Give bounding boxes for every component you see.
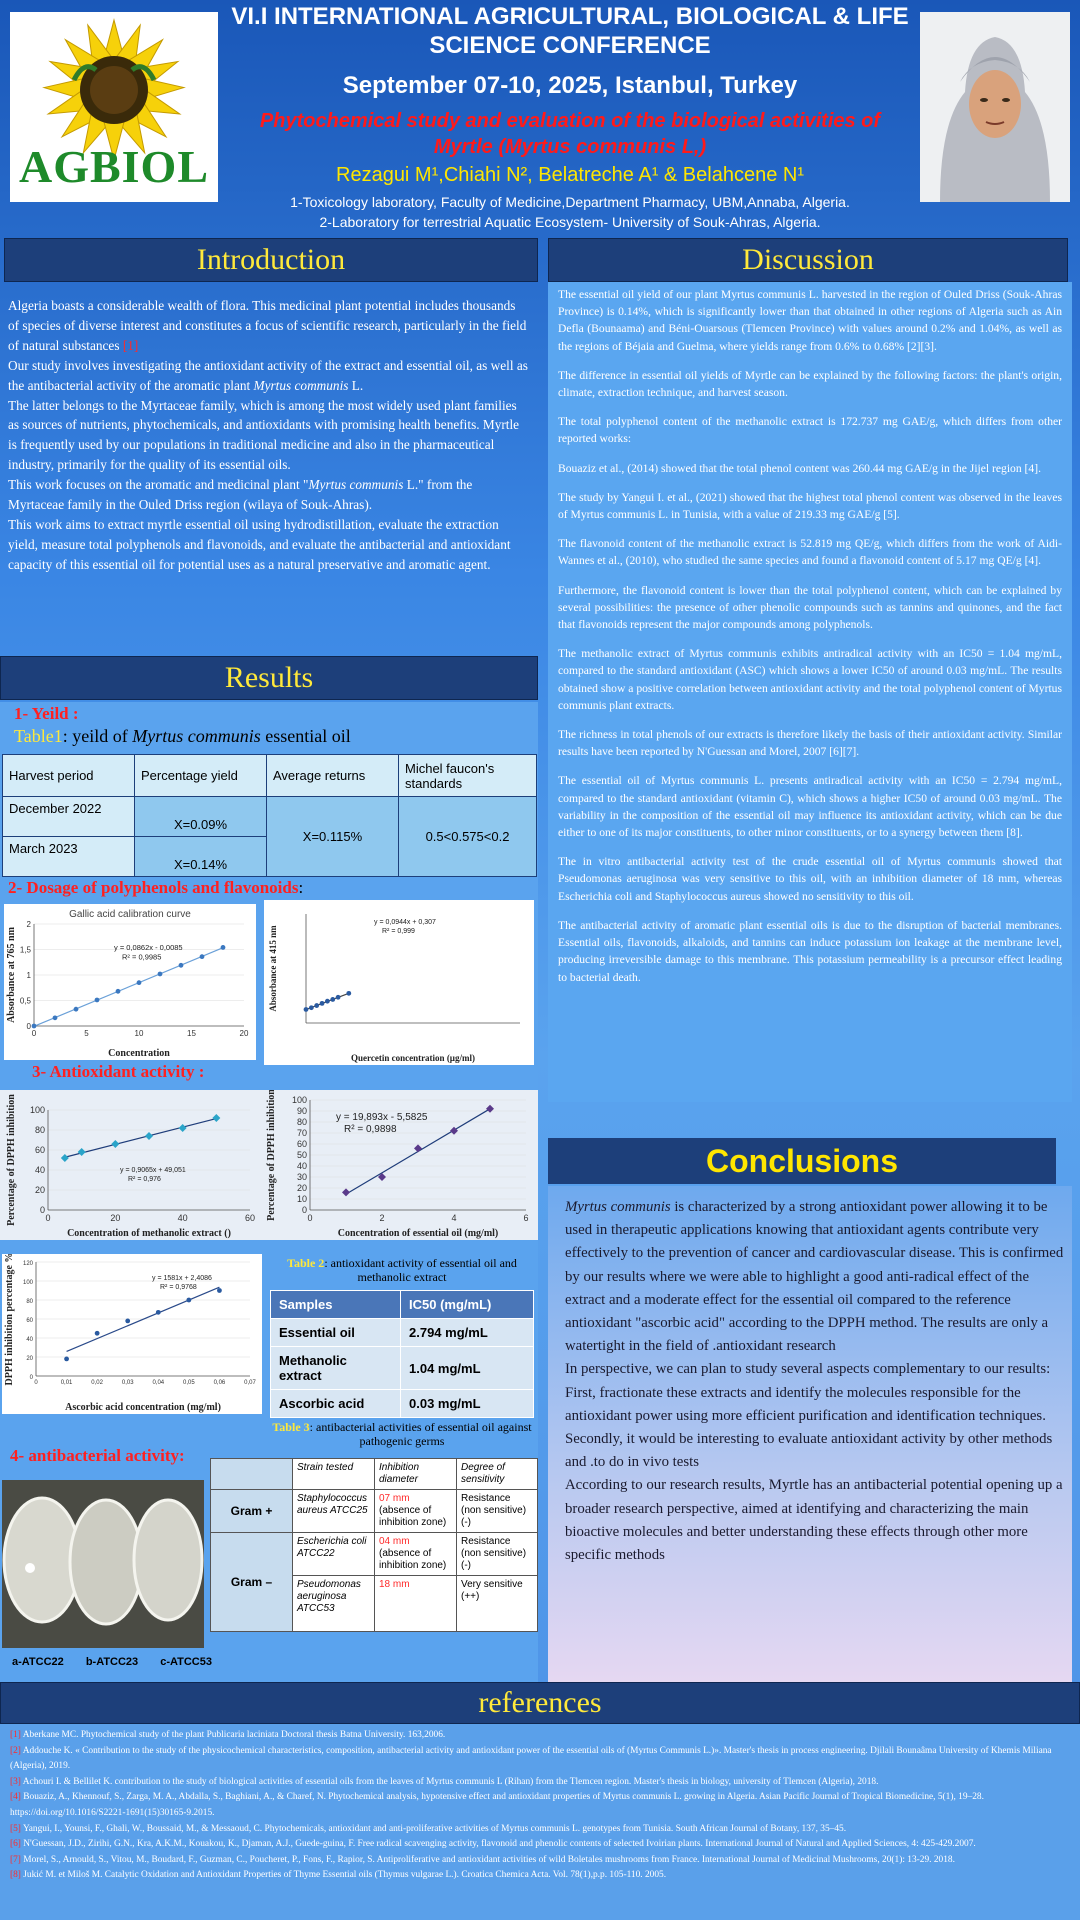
table-yield — [2, 754, 537, 877]
affiliation-2: 2-Laboratory for terrestrial Aquatic Ecosystem- University of Souk-Ahras, Algeria. — [319, 214, 821, 230]
data-point — [78, 1148, 86, 1156]
chart-gallic-acid-svg — [4, 904, 256, 1060]
data-point — [320, 1001, 325, 1006]
trend-line — [65, 1119, 217, 1158]
results-heading: Results — [0, 656, 538, 700]
y-tick-label: 50 — [296, 1150, 307, 1160]
species-name: Myrtus communis — [565, 1199, 671, 1215]
x-tick-label: 0 — [31, 1029, 37, 1038]
references-heading: references — [0, 1682, 1080, 1724]
discussion-paragraph: Furthermore, the flavonoid content is lower than the total polyphenol content, which can be explained by several possibilities: the presence of other phenolic compounds such as tannins and quinones, and the fact that flavonoids represent the major compounds among polyphenols. — [558, 583, 1062, 632]
data-point — [74, 1007, 79, 1012]
table3-label: Table 3 — [272, 1420, 310, 1434]
x-tick-label: 40 — [177, 1213, 188, 1223]
y-axis-label: DPPH inhibition percentage % — [4, 1254, 15, 1386]
data-point — [186, 1298, 191, 1303]
discussion-paragraph: The flavonoid content of the methanolic extract is 52.819 mg QE/g, which differs from the work of Aidi-Wannes et al., (2010), who studied the same species and found a flavonoid content of 5.17 mg QE/g [4]. — [558, 537, 1062, 568]
yield-heading: 1- Yeild : — [14, 704, 79, 723]
y-tick-label: 30 — [296, 1172, 307, 1182]
table-header: IC50 (mg/mL) — [401, 1291, 534, 1319]
conclusion-paragraph: First, fractionate these extracts and identify the molecules responsible for the antioxidant power using more efficient purification and identification techniques. Secondly, it would be interesting to evaluate antioxidant activity by other methods and .to do in vivo tests — [565, 1384, 1053, 1471]
conference-date: September 07-10, 2025, Istanbul, Turkey — [342, 72, 798, 99]
species-name: Myrtus communis — [253, 377, 349, 393]
chart-quercetin-svg — [264, 900, 534, 1065]
table-header: Samples — [271, 1291, 401, 1319]
y-axis-label: Absorbance at 765 nm — [6, 927, 17, 1023]
x-tick-label: 0,02 — [91, 1380, 103, 1386]
x-tick-label: 15 — [187, 1029, 196, 1038]
data-point — [342, 1188, 350, 1196]
introduction-body — [8, 296, 528, 575]
x-tick-label: 0,05 — [183, 1380, 195, 1386]
diameter-note: (absence of inhibition zone) — [379, 1548, 447, 1571]
y-tick-label: 70 — [296, 1128, 307, 1138]
reference-item — [10, 1837, 1072, 1853]
heading-colon: : — [298, 878, 304, 897]
x-tick-label: 20 — [239, 1029, 249, 1038]
trend-r2: R² = 0,976 — [128, 1176, 161, 1183]
data-point — [221, 945, 226, 950]
discussion-body — [558, 286, 1062, 986]
intro-paragraph: L." from the Myrtaceae family in the Ouled Driss region (wilaya of Souk-Ahras). — [8, 477, 473, 513]
reference-text: Addouche K. « Contribution to the study of the physicochemical characteristics, composition, antibacterial activity and antioxidant power of the essential oils of (Myrtus Communis L.)». Master's thesis in process engineering. Djilali Bounaâma University of Khemis Miliana (Algeria), 2019. — [10, 1745, 1052, 1772]
reference-item — [10, 1744, 1072, 1775]
petri-dish-photo — [2, 1480, 204, 1648]
reference-text: Morel, S., Arnould, S., Vitou, M., Boudard, F., Guzman, C., Poucheret, P., Fons, F., Rapior, S. Antiproliferative and antioxidant activities of wild Boletales mushrooms from France. International Journal of Medicinal Mushrooms, 20(1): 13-29. 2018. — [23, 1854, 955, 1865]
table-cell: March 2023 — [3, 837, 135, 877]
diameter-value: 18 mm — [379, 1579, 410, 1590]
species-name: Myrtus communis — [308, 477, 404, 493]
data-point — [32, 1024, 37, 1029]
x-tick-label: 60 — [244, 1213, 256, 1223]
x-tick-label: 2 — [379, 1213, 385, 1223]
citation: [1] — [122, 337, 139, 353]
conference-title: VI.I INTERNATIONAL AGRICULTURAL, BIOLOGICAL & LIFE SCIENCE CONFERENCE — [231, 3, 909, 59]
reference-number: [8] — [10, 1870, 21, 1881]
y-tick-label: 0 — [26, 1022, 31, 1031]
trend-equation: y = 0,0862x - 0,0085 — [114, 943, 183, 952]
x-axis-label: Concentration of essential oil (mg/ml) — [337, 1228, 499, 1239]
caption-text: : yeild of — [62, 726, 133, 746]
plate-label: a-ATCC22 — [12, 1656, 64, 1668]
antibacterial-heading: 4- antibacterial activity: — [10, 1446, 185, 1465]
chart-methanolic-extract — [0, 1090, 262, 1240]
discussion-paragraph: The richness in total phenols of our extracts is therefore likely the basis of their antioxidant activity. Similar results have been reported by N'Guessan and Morel, 2007 [6][7]. — [558, 728, 1062, 759]
reference-number: [4] — [10, 1792, 21, 1803]
table-cell: X=0.115% — [267, 797, 399, 877]
reference-text: Yangui, I., Younsi, F., Ghali, W., Boussaid, M., & Messaoud, C. Phytochemicals, antioxidant and anti-proliferative activities of Myrtus communis L. genotypes from Tunisia. South African Journal of Botany, 137, 35–45. — [22, 1823, 847, 1834]
chart-gallic-acid — [4, 904, 256, 1060]
author-photo — [920, 12, 1070, 202]
y-axis-label: Percentage of DPPH inhibition — [6, 1094, 17, 1226]
intro-paragraph: Algeria boasts a considerable wealth of flora. This medicinal plant potential includes thousands of species of diverse interest and constitutes a focus of scientific research, particularly in the field of natural substances — [8, 298, 527, 353]
table-header: Degree of sensitivity — [457, 1459, 538, 1490]
y-tick-label: 20 — [26, 1356, 33, 1362]
y-tick-label: 40 — [296, 1161, 307, 1171]
x-tick-label: 0,01 — [60, 1380, 73, 1386]
y-tick-label: 20 — [34, 1185, 45, 1195]
reference-text: Bouaziz, A., Khennouf, S., Zarga, M. A., Abdalla, S., Baghiani, A., & Charef, N. Phytochemical analysis, hypotensive effect and antioxidant properties of Myrtus communis L. growing in Algeria. Asian Pacific Journal of Tropical Biomedicine, 5(1), 19–28. https://doi.org/10.1016/S2221-1691(15)30165-9.2015. — [10, 1792, 984, 1818]
reference-item — [10, 1728, 1072, 1744]
data-point — [158, 972, 163, 977]
table-cell: Staphylococcus aureus ATCC25 — [293, 1490, 375, 1533]
x-axis-label: Quercetin concentration (µg/ml) — [351, 1053, 475, 1063]
trend-line — [67, 1287, 220, 1351]
reference-number: [6] — [10, 1839, 21, 1850]
x-axis-label: Concentration — [108, 1048, 170, 1059]
y-tick-label: 2 — [26, 920, 31, 929]
table-header: Harvest period — [3, 755, 135, 797]
table-cell: Resistance (non sensitive)(-) — [457, 1533, 538, 1576]
reference-item — [10, 1775, 1072, 1791]
table-antibacterial — [210, 1458, 538, 1632]
plate-label: c-ATCC53 — [160, 1656, 212, 1668]
table-cell: December 2022 — [3, 797, 135, 837]
x-tick-label: 6 — [523, 1213, 529, 1223]
x-tick-label: 0 — [307, 1213, 313, 1223]
logo-text: AGBIOL — [18, 141, 210, 192]
trend-r2: R² = 0,999 — [382, 928, 415, 935]
reference-number: [5] — [10, 1823, 21, 1834]
table-header: Percentage yield — [135, 755, 267, 797]
reference-text: Achouri I. & Bellilet K. contribution to the study of biological activities of essential oils from the leaves of Myrtus communis L (Rihan) from the Tlemcen region. Master's thesis in biology, university of Tlemcen (Algeria), 2018. — [22, 1776, 879, 1787]
table-cell: Methanolic extract — [271, 1347, 401, 1390]
trend-equation: y = 0,0944x + 0,307 — [374, 919, 436, 926]
paper-title — [225, 108, 915, 160]
caption-text: : antioxidant activity of essential oil and methanolic extract — [324, 1256, 517, 1284]
discussion-paragraph: The antibacterial activity of aromatic plant essential oils is due to the disruption of bacterial membranes. Essential oils, flavonoids, alkaloids, and tannins can induce potassium ion leakage at the membrane level, producing irreversible damage to this membrane. This potassium permeability is a precursor effect leading to bacterial death. — [558, 918, 1062, 984]
data-point — [179, 963, 184, 968]
x-tick-label: 0,06 — [213, 1380, 226, 1386]
data-point — [145, 1132, 153, 1140]
data-point — [212, 1114, 220, 1122]
data-point — [179, 1124, 187, 1132]
data-point — [95, 1331, 100, 1336]
x-tick-label: 20 — [110, 1213, 121, 1223]
reference-item — [10, 1853, 1072, 1869]
dosage-heading — [8, 878, 303, 898]
agbiol-logo — [10, 12, 218, 202]
data-point — [116, 989, 121, 994]
data-point — [330, 997, 335, 1002]
data-point — [200, 954, 205, 959]
x-axis-label: Concentration of methanolic extract () — [67, 1228, 231, 1239]
paper-title-species: Myrtus communis — [504, 136, 677, 158]
table3-caption — [268, 1420, 536, 1448]
discussion-paragraph: The essential oil of Myrtus communis L. presents antiradical activity with an IC50 = 2.794 mg/mL, compared to the standard antioxidant (vitamin C), which shows a higher IC50 of around 0.03 mg/mL. The variability in the composition of the essential oil may influence its antioxidant activity, which can be due either to one of its major constituents, to other minor constituents, or to a synergy between them [8]. — [558, 774, 1062, 840]
discussion-paragraph: The in vitro antibacterial activity test of the crude essential oil of Myrtus communis showed that Pseudomonas aeruginosa was very sensitive to this oil, with an inhibition diameter of 18 mm, whereas Escherichia coli and Staphylococcus aureus showed no sensitivity to this oil. — [558, 855, 1062, 903]
chart-essential-oil — [262, 1090, 538, 1240]
trend-equation: y = 1581x + 2,4086 — [152, 1275, 212, 1282]
y-tick-label: 120 — [22, 1261, 33, 1267]
gram-group: Gram – — [211, 1533, 293, 1632]
y-tick-label: 90 — [296, 1106, 307, 1116]
data-point — [304, 1007, 309, 1012]
y-tick-label: 0,5 — [19, 996, 31, 1006]
table-header: Inhibition diameter — [375, 1459, 457, 1490]
heading-text: 2- Dosage of polyphenols and flavonoids — [8, 878, 299, 897]
y-tick-label: 80 — [26, 1299, 33, 1305]
plate-label: b-ATCC23 — [85, 1656, 139, 1668]
paper-title-line1: Phytochemical study and evaluation of the biological activities of — [259, 110, 881, 132]
data-point — [336, 995, 341, 1000]
table1-label: Table1 — [14, 726, 63, 746]
caption-text: essential oil — [260, 726, 351, 746]
data-point — [325, 999, 330, 1004]
table-cell: Escherichia coli ATCC22 — [293, 1533, 375, 1576]
trend-equation: y = 0,9065x + 49,051 — [120, 1167, 186, 1174]
table-header: Strain tested — [293, 1459, 375, 1490]
discussion-paragraph: The difference in essential oil yields of Myrtle can be explained by the following factors: the plant's origin, climate, extraction technique, and harvest season. — [558, 368, 1062, 400]
table-cell: 0.03 mg/mL — [401, 1390, 534, 1418]
trend-equation: y = 19,893x - 5,5825 — [336, 1112, 428, 1123]
y-tick-label: 40 — [26, 1337, 33, 1343]
y-tick-label: 0 — [29, 1375, 33, 1381]
conclusions-heading: Conclusions — [548, 1138, 1056, 1184]
table-cell: X=0.09% — [135, 797, 267, 837]
y-tick-label: 80 — [34, 1125, 45, 1135]
table-cell — [375, 1533, 457, 1576]
diameter-value: 07 mm — [379, 1493, 410, 1504]
caption-text: : antibacterial activities of essential oil against pathogenic germs — [309, 1420, 532, 1448]
reference-text: N'Guessan, J.D., Zirihi, G.N., Kra, A.K.M., Kouakou, K., Djaman, A.J., Guede-guina, F. Free radical scavenging activity, flavonoid and phenolic contents of selected Ivoirian plants. International Journal of Natural and Applied Sciences, 4: 425-429.2007. — [23, 1839, 976, 1850]
y-tick-label: 100 — [22, 1280, 33, 1286]
data-point — [61, 1154, 69, 1162]
conclusion-paragraph: is characterized by a strong antioxidant power allowing it to be used in therapeutic applications knowing that antioxidant agents contribute very effectively to the prevention of cancer and cardiovascular disease. This is confirmed by our results where we were able to highlight a good anti-radical effect of the extract and a moderate effect for the essential oil compared to the reference antioxidant "ascorbic acid" according to the DPPH method. The results are only a watertight in the field of .antioxidant research — [565, 1199, 1064, 1355]
table-corner — [211, 1459, 293, 1490]
data-point — [95, 998, 100, 1003]
table1-caption — [14, 726, 351, 747]
y-tick-label: 60 — [34, 1145, 45, 1155]
intro-paragraph: This work focuses on the aromatic and medicinal plant " — [8, 477, 309, 493]
table-cell: Pseudomonas aeruginosa ATCC53 — [293, 1576, 375, 1632]
table-cell: 0.5<0.575<0.2 — [399, 797, 537, 877]
table-cell — [375, 1490, 457, 1533]
chart-essential-oil-svg — [262, 1090, 538, 1240]
discussion-heading: Discussion — [548, 238, 1068, 282]
x-tick-label: 0,07 — [244, 1380, 256, 1386]
table-cell — [375, 1576, 457, 1632]
table-cell: 2.794 mg/mL — [401, 1319, 534, 1347]
discussion-paragraph: The total polyphenol content of the methanolic extract is 172.737 mg GAE/g, which differs from other reported works: — [558, 415, 1062, 446]
table-header: Average returns — [267, 755, 399, 797]
data-point — [309, 1005, 314, 1010]
intro-paragraph: This work aims to extract myrtle essential oil using hydrodistillation, evaluate the extraction yield, measure total polyphenols and flavonoids, and evaluate the antibacterial and antioxidant capacity of this essential oil for potential uses as a natural preservative and aromatic agent. — [8, 516, 511, 572]
reference-item — [10, 1790, 1072, 1821]
y-tick-label: 20 — [296, 1183, 307, 1193]
chart-quercetin — [264, 900, 534, 1065]
table2-caption — [268, 1256, 536, 1284]
introduction-heading: Introduction — [4, 238, 538, 282]
y-tick-label: 1,5 — [19, 945, 31, 955]
reference-text: Jukić M. et Miloš M. Catalytic Oxidation and Antioxidant Properties of Thyme Essential oils (Thymus vulgarae L.). Croatica Chemica Acta. Vol. 78(1),p.p. 105-110. 2005. — [23, 1870, 667, 1881]
data-point — [111, 1140, 119, 1148]
paper-title-part: L,) — [676, 136, 707, 158]
gram-group: Gram + — [211, 1490, 293, 1533]
chart-methanolic-svg — [0, 1090, 262, 1240]
y-tick-label: 60 — [26, 1318, 33, 1324]
table2-label: Table 2 — [287, 1256, 325, 1270]
discussion-paragraph: The methanolic extract of Myrtus communis exhibits antiradical activity with an IC50 = 1.04 mg/mL, compared to the standard antioxidant (ASC) which shows a lower IC50 of around 0.03 mg/mL. The results obtained show a positive correlation between antioxidant activity and the total polyphenol content of Myrtus communis plant extracts. — [558, 647, 1062, 712]
intro-paragraph: The latter belongs to the Myrtaceae family, which is among the most widely used plant families as sources of nutrients, phytochemicals, and antioxidants with promising health benefits. Myrtle is frequently used by our populations in traditional medicine and also in the pharmaceutical industry, primarily for the quality of its essential oils. — [8, 397, 520, 473]
reference-number: [2] — [10, 1745, 21, 1756]
discussion-paragraph: The study by Yangui I. et al., (2021) showed that the highest total phenol content was observed in the leaves of Myrtus communis L. in Tunisia, with a value of 219.33 mg GAE/g [5]. — [558, 490, 1062, 522]
data-point — [125, 1319, 130, 1324]
table-cell: X=0.14% — [135, 837, 267, 877]
reference-number: [3] — [10, 1776, 21, 1787]
y-tick-label: 60 — [296, 1139, 307, 1149]
antioxidant-heading: 3- Antioxidant activity : — [32, 1062, 205, 1081]
discussion-paragraph: Bouaziz et al., (2014) showed that the total phenol content was 260.44 mg GAE/g in the Jijel region [4]. — [558, 461, 1041, 475]
y-axis-label: Percentage of DPPH inhibition — [266, 1090, 277, 1221]
y-tick-label: 40 — [34, 1165, 45, 1175]
table-cell: Essential oil — [271, 1319, 401, 1347]
x-tick-label: 0 — [45, 1213, 51, 1223]
data-point — [53, 1015, 58, 1020]
data-point — [156, 1310, 161, 1315]
reference-number: [7] — [10, 1854, 21, 1865]
data-point — [137, 980, 142, 985]
authors: Rezagui M¹,Chiahi N², Belatreche A¹ & Belahcene N¹ — [336, 164, 804, 186]
table-cell: Resistance (non sensitive)(-) — [457, 1490, 538, 1533]
paper-title-part: Myrtle ( — [433, 136, 505, 158]
conclusion-paragraph: In perspective, we can plan to study several aspects complementary to our results: — [565, 1361, 1051, 1378]
plate-labels — [12, 1656, 212, 1668]
x-tick-label: 0 — [34, 1380, 38, 1386]
y-tick-label: 10 — [296, 1194, 307, 1204]
trend-r2: R² = 0,9985 — [122, 952, 162, 962]
y-axis-label: Absorbance at 415 nm — [268, 925, 278, 1012]
diameter-value: 04 mm — [379, 1536, 410, 1547]
table-header: Michel faucon's standards — [399, 755, 537, 797]
reference-number: [1] — [10, 1730, 21, 1740]
paper-title-line2 — [225, 134, 915, 160]
intro-paragraph: Our study involves investigating the antioxidant activity of the extract and essential oil, as well as the antibacterial activity of the aromatic plant — [8, 357, 528, 393]
reference-item — [10, 1822, 1072, 1838]
y-tick-label: 0 — [39, 1205, 45, 1215]
x-axis-label: Ascorbic acid concentration (mg/ml) — [65, 1402, 221, 1413]
chart-ascorbic-acid — [2, 1254, 262, 1414]
chart-ascorbic-svg — [2, 1254, 262, 1414]
y-tick-label: 1 — [26, 971, 31, 980]
table-cell: Ascorbic acid — [271, 1390, 401, 1418]
x-tick-label: 4 — [451, 1213, 457, 1223]
x-tick-label: 5 — [84, 1029, 89, 1038]
data-point — [346, 991, 351, 996]
x-tick-label: 10 — [134, 1029, 144, 1038]
diameter-note: (absence of inhibition zone) — [379, 1505, 447, 1528]
data-point — [414, 1144, 422, 1152]
y-tick-label: 100 — [29, 1105, 45, 1115]
discussion-paragraph: The essential oil yield of our plant Myrtus communis L. harvested in the region of Ouled Driss (Souk-Ahras Province) is 0.14%, which is significantly lower than that obtained in other regions of Algeria such as Ain Defla (Bounaama) and Béni-Ouarsous (Tlemcen Province) with values around 0.2% and 1.04%, as well as the regions of Béjaia and Guelma, where yields range from 0.6% to 0.68% [2][3]. — [558, 288, 1062, 353]
reference-item — [10, 1868, 1072, 1884]
trend-r2: R² = 0,9898 — [344, 1124, 397, 1135]
species-name: Myrtus communis — [132, 726, 261, 746]
data-point — [217, 1288, 222, 1293]
y-tick-label: 100 — [291, 1095, 307, 1105]
table-antioxidant — [270, 1290, 534, 1418]
affiliation-1: 1-Toxicology laboratory, Faculty of Medicine,Department Pharmacy, UBM,Annaba, Algeria. — [290, 194, 850, 210]
reference-text: Aberkane MC. Phytochemical study of the plant Publicaria laciniata Doctoral thesis Batna University. 163,2006. — [22, 1730, 446, 1740]
data-point — [486, 1105, 494, 1113]
conclusions-body — [565, 1196, 1065, 1567]
y-tick-label: 80 — [296, 1117, 307, 1127]
conclusion-paragraph: According to our research results, Myrtle has an antibacterial potential opening up a broader research perspective, aimed at identifying and characterizing the main bioactive molecules and better understanding these effects through other more specific methods — [565, 1477, 1063, 1564]
references-list — [10, 1728, 1072, 1884]
chart-title: Gallic acid calibration curve — [69, 909, 191, 920]
table-cell: Very sensitive (++) — [457, 1576, 538, 1632]
x-tick-label: 0,04 — [152, 1380, 165, 1386]
trend-r2: R² = 0,9768 — [160, 1284, 197, 1291]
intro-paragraph: L. — [351, 377, 364, 393]
data-point — [314, 1003, 319, 1008]
table-cell: 1.04 mg/mL — [401, 1347, 534, 1390]
y-tick-label: 0 — [301, 1205, 307, 1215]
x-tick-label: 0,03 — [121, 1380, 134, 1386]
data-point — [64, 1357, 69, 1362]
